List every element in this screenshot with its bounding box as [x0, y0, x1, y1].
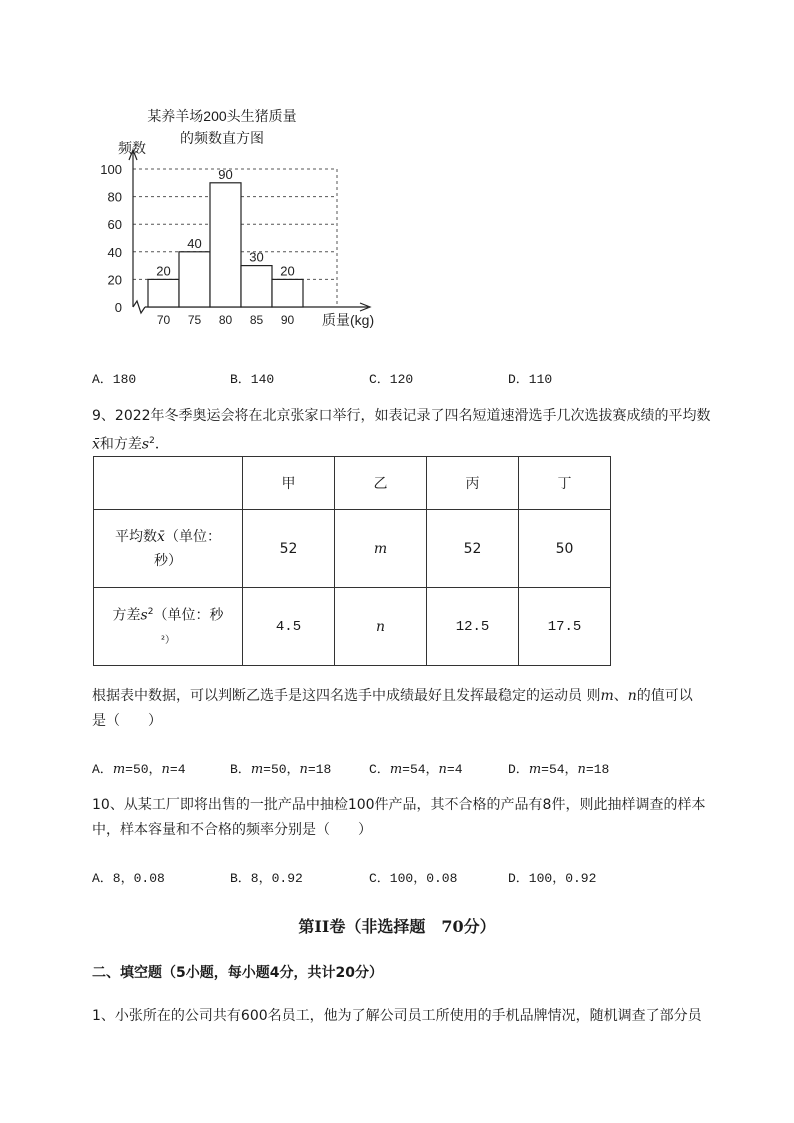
- q10-option-a[interactable]: A．8，0.08: [92, 871, 165, 886]
- fill-in-heading: 二、填空题（5小题，每小题4分，共计20分）: [92, 965, 383, 981]
- y-tick-label-20: 20: [107, 272, 122, 288]
- q9-line2-text: 和方差: [99, 436, 142, 453]
- q9-option-b[interactable]: [230, 758, 331, 777]
- y-tick-label-0: 0: [114, 300, 122, 315]
- q9-option-d-letter: D．: [508, 762, 529, 777]
- table-header-jia: 甲: [243, 457, 335, 510]
- s-symbol: s: [141, 436, 150, 453]
- q8-options: [92, 368, 742, 386]
- s-superscript: 2: [149, 436, 155, 446]
- xbar-symbol: x̄: [92, 436, 100, 453]
- bar-value-label-2: 90: [218, 166, 233, 182]
- q9-conclusion-line2: 是（ ）: [92, 713, 162, 729]
- table-header-yi: 乙: [335, 457, 427, 510]
- q10-options: [92, 867, 742, 885]
- mean-xbar-symbol: x̄: [157, 528, 165, 545]
- q9-option-c-n: n: [438, 762, 447, 777]
- table-row-variance: [94, 588, 611, 666]
- q9-option-a-n: n: [161, 762, 170, 777]
- histogram-plot: [100, 100, 400, 340]
- table-row-mean: [94, 510, 611, 588]
- table-label-mean: [94, 510, 243, 588]
- histogram-bar-90-2: [210, 183, 241, 307]
- q9-option-d[interactable]: [508, 758, 609, 777]
- variance-unit-squared: ²）: [160, 635, 175, 647]
- q9-option-c-letter: C．: [369, 762, 390, 777]
- mean-unit-seconds: 秒）: [154, 552, 182, 569]
- bar-value-label-3: 30: [249, 249, 264, 265]
- q9-option-c-nv: =4: [446, 762, 463, 777]
- q10-line2: 中，样本容量和不合格的频率分别是（ ）: [92, 822, 372, 838]
- variance-s-symbol: s: [140, 607, 148, 624]
- q9-option-d-nv: =18: [585, 762, 610, 777]
- y-tick-label-40: 40: [107, 244, 122, 260]
- q8-option-c[interactable]: C．120: [369, 372, 414, 387]
- mean-bing: 52: [427, 510, 519, 588]
- x-tick-label-85: 85: [249, 313, 264, 327]
- q9-stem: [92, 404, 742, 458]
- mean-yi: m: [335, 510, 427, 588]
- q9-option-a-nv: =4: [169, 762, 186, 777]
- table-header-bing: 丙: [427, 457, 519, 510]
- q9-option-d-n: n: [577, 762, 586, 777]
- q9-option-b-letter: B．: [230, 762, 251, 777]
- q9-option-a-mv: =50，: [125, 762, 162, 777]
- q10-line1: 10、从某工厂即将出售的一批产品中抽检100件产品，其不合格的产品有8件，则此抽样调查的样本: [92, 797, 706, 813]
- x-tick-label-90: 90: [280, 313, 295, 327]
- mean-unit-text: （单位：: [164, 528, 221, 545]
- chart-title-line2: 的频数直方图: [180, 130, 264, 146]
- q10-option-b[interactable]: B．8，0.92: [230, 871, 303, 886]
- q10-option-c[interactable]: C．100，0.08: [369, 871, 458, 886]
- q9-option-d-mv: =54，: [541, 762, 578, 777]
- q9-n-symbol: n: [627, 688, 637, 704]
- x-tick-label-75: 75: [187, 313, 202, 327]
- mean-jia: 52: [243, 510, 335, 588]
- table-label-variance: [94, 588, 243, 666]
- q9-option-c-mv: =54，: [402, 762, 439, 777]
- bar-value-label-0: 20: [156, 263, 171, 279]
- variance-bing: 12.5: [427, 588, 519, 666]
- x-axis-break: [133, 301, 145, 313]
- q9-option-c-m: m: [389, 762, 403, 777]
- q9-separator: 、: [613, 688, 628, 704]
- stats-table: [93, 456, 611, 666]
- table-header-row: [94, 457, 611, 510]
- y-tick-label-60: 60: [107, 217, 122, 233]
- q9-conclusion-line1: [92, 684, 742, 709]
- variance-unit-text: （单位：秒: [153, 607, 224, 624]
- q9-option-b-n: n: [299, 762, 308, 777]
- y-tick-label-100: 100: [100, 162, 122, 177]
- bar-value-label-4: 20: [280, 263, 295, 279]
- x-axis-label: 质量(kg): [322, 312, 375, 328]
- histogram-bar-20-4: [272, 279, 303, 307]
- q9-option-a-letter: A．: [92, 762, 113, 777]
- q9-options: [92, 758, 742, 776]
- x-tick-label-70: 70: [156, 313, 171, 327]
- q9-line1: 9、2022年冬季奥运会将在北京张家口举行，如表记录了四名短道速滑选手几次选拔赛成绩的平均数: [92, 408, 711, 424]
- q9-line2: [92, 429, 742, 458]
- q9-option-b-nv: =18: [307, 762, 332, 777]
- histogram-bar-20-0: [148, 279, 179, 307]
- table-header-ding: 丁: [519, 457, 611, 510]
- y-axis-label: 频数: [118, 140, 146, 156]
- mean-label-text: 平均数: [115, 528, 158, 545]
- q9-m-symbol: m: [600, 688, 614, 704]
- y-tick-label-80: 80: [107, 189, 122, 205]
- q10-stem: [92, 793, 742, 843]
- variance-ding: 17.5: [519, 588, 611, 666]
- q8-option-d[interactable]: D．110: [508, 372, 553, 387]
- q9-option-d-m: m: [528, 762, 542, 777]
- q10-option-d[interactable]: D．100，0.92: [508, 871, 597, 886]
- q9-conclusion-tail: 的值可以: [636, 688, 693, 704]
- q9-option-c[interactable]: [369, 758, 463, 777]
- chart-title-line1: 某养羊场200头生猪质量: [147, 108, 297, 124]
- q9-option-b-mv: =50，: [263, 762, 300, 777]
- table-header-empty: [94, 457, 243, 510]
- x-tick-label-80: 80: [218, 313, 233, 327]
- q9-option-a-m: m: [112, 762, 126, 777]
- variance-yi: n: [335, 588, 427, 666]
- bar-value-label-1: 40: [187, 235, 202, 251]
- variance-jia: 4.5: [243, 588, 335, 666]
- frequency-histogram: [100, 100, 400, 340]
- variance-superscript: 2: [147, 606, 154, 617]
- q9-line2-end: ．: [154, 436, 169, 453]
- histogram-bar-30-3: [241, 266, 272, 307]
- section-title: 第II卷（非选择题 70分）: [298, 917, 496, 936]
- q9-option-a[interactable]: [92, 758, 186, 777]
- q9-conclusion-text: 根据表中数据，可以判断乙选手是这四名选手中成绩最好且发挥最稳定的运动员 则: [92, 688, 601, 704]
- q8-option-a[interactable]: A．180: [92, 372, 137, 387]
- histogram-bar-40-1: [179, 252, 210, 307]
- q9-option-b-m: m: [250, 762, 264, 777]
- mean-ding: 50: [519, 510, 611, 588]
- fill-question-1: 1、小张所在的公司共有600名员工，他为了解公司员工所使用的手机品牌情况，随机调查了部分员: [92, 1008, 702, 1024]
- q8-option-b[interactable]: B．140: [230, 372, 275, 387]
- q9-conclusion: [92, 684, 742, 734]
- variance-label-text: 方差: [112, 607, 141, 624]
